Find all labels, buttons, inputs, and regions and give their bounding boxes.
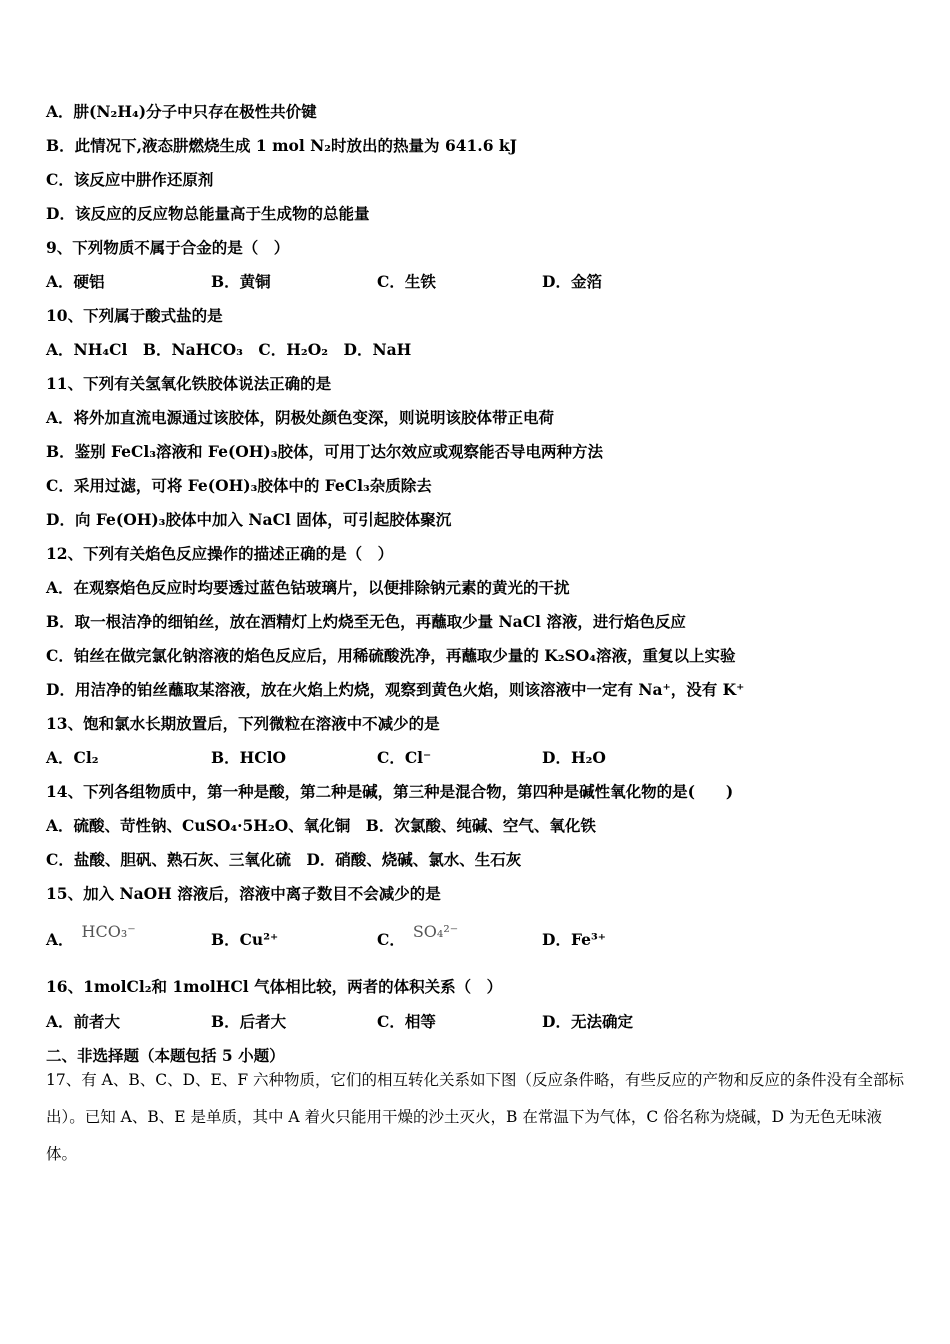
section-2-title: 二、非选择题（本题包括 5 小题）: [46, 1046, 285, 1065]
q16-option-b: B．后者大: [211, 1012, 287, 1031]
q11-stem: 11、下列有关氢氧化铁胶体说法正确的是: [46, 374, 332, 393]
q8-option-a: A．肼(N₂H₄)分子中只存在极性共价键: [46, 102, 317, 121]
q16-option-c: C．相等: [377, 1012, 436, 1031]
q10-stem: 10、下列属于酸式盐的是: [46, 306, 223, 325]
q9-option-c: C．生铁: [377, 272, 436, 291]
q15-option-d: D．Fe³⁺: [542, 930, 606, 949]
q15-option-a-label: A．: [46, 930, 74, 949]
q14-stem: 14、下列各组物质中，第一种是酸，第二种是碱，第三种是混合物，第四种是碱性氧化物的是( ): [46, 782, 734, 801]
q13-options: [46, 748, 906, 768]
q16-stem: 16、1molCl₂和 1molHCl 气体相比较，两者的体积关系（ ）: [46, 977, 503, 996]
q15-option-c-label: C．: [377, 930, 405, 949]
q16-options: [46, 1012, 906, 1032]
sulfate-formula: SO₄²⁻: [412, 922, 459, 941]
q13-option-c: C．Cl⁻: [377, 748, 432, 767]
q8-option-c: C．该反应中肼作还原剂: [46, 170, 214, 189]
q9-options: [46, 272, 906, 292]
q9-option-a: A．硬铝: [46, 272, 105, 291]
q11-option-b: B．鉴别 FeCl₃溶液和 Fe(OH)₃胶体，可用丁达尔效应或观察能否导电两种方法: [46, 442, 604, 461]
q15-options: [46, 922, 906, 950]
q9-stem: 9、下列物质不属于合金的是（ ）: [46, 238, 290, 257]
q14-options-cd: C．盐酸、胆矾、熟石灰、三氧化硫 D．硝酸、烧碱、氯水、生石灰: [46, 850, 522, 869]
q15-option-c: [377, 922, 459, 950]
q12-option-a: A．在观察焰色反应时均要透过蓝色钴玻璃片，以便排除钠元素的黄光的干扰: [46, 578, 570, 597]
q13-option-a: A．Cl₂: [46, 748, 99, 767]
q14-options-ab: A．硫酸、苛性钠、CuSO₄·5H₂O、氧化铜 B．次氯酸、纯碱、空气、氧化铁: [46, 816, 596, 835]
q13-option-b: B．HClO: [211, 748, 286, 767]
q10-options: A．NH₄Cl B．NaHCO₃ C．H₂O₂ D．NaH: [46, 340, 412, 359]
q12-option-b: B．取一根洁净的细铂丝，放在酒精灯上灼烧至无色，再蘸取少量 NaCl 溶液，进行焰色反应: [46, 612, 686, 631]
q15-option-a: [46, 922, 136, 950]
q11-option-d: D．向 Fe(OH)₃胶体中加入 NaCl 固体，可引起胶体聚沉: [46, 510, 452, 529]
q11-option-a: A．将外加直流电源通过该胶体，阴极处颜色变深，则说明该胶体带正电荷: [46, 408, 555, 427]
q16-option-d: D．无法确定: [542, 1012, 633, 1031]
q17-paragraph: 17、有 A、B、C、D、E、F 六种物质，它们的相互转化关系如下图（反应条件略，有些反应的产物和反应的条件没有全部标出）。已知 A、B、E 是单质，其中 A 着火只能用干燥的沙土灭火，B 在常温下为气体，C 俗名称为烧碱，D 为无色无味液体。: [46, 1071, 905, 1163]
bicarbonate-formula: HCO₃⁻: [81, 922, 136, 941]
q12-stem: 12、下列有关焰色反应操作的描述正确的是（ ）: [46, 544, 394, 563]
q15-option-b: B．Cu²⁺: [211, 930, 279, 949]
q9-option-b: B．黄铜: [211, 272, 271, 291]
q12-option-d: D．用洁净的铂丝蘸取某溶液，放在火焰上灼烧，观察到黄色火焰，则该溶液中一定有 Na⁺，没有 K⁺: [46, 680, 745, 699]
q9-option-d: D．金箔: [542, 272, 602, 291]
q13-stem: 13、饱和氯水长期放置后，下列微粒在溶液中不减少的是: [46, 714, 440, 733]
q8-option-b: B．此情况下,液态肼燃烧生成 1 mol N₂时放出的热量为 641.6 kJ: [46, 136, 517, 155]
q15-stem: 15、加入 NaOH 溶液后，溶液中离子数目不会减少的是: [46, 884, 441, 903]
q16-option-a: A．前者大: [46, 1012, 121, 1031]
q13-option-d: D．H₂O: [542, 748, 606, 767]
q11-option-c: C．采用过滤，可将 Fe(OH)₃胶体中的 FeCl₃杂质除去: [46, 476, 432, 495]
q8-option-d: D．该反应的反应物总能量高于生成物的总能量: [46, 204, 370, 223]
q12-option-c: C．铂丝在做完氯化钠溶液的焰色反应后，用稀硫酸洗净，再蘸取少量的 K₂SO₄溶液，重复以上实验: [46, 646, 736, 665]
